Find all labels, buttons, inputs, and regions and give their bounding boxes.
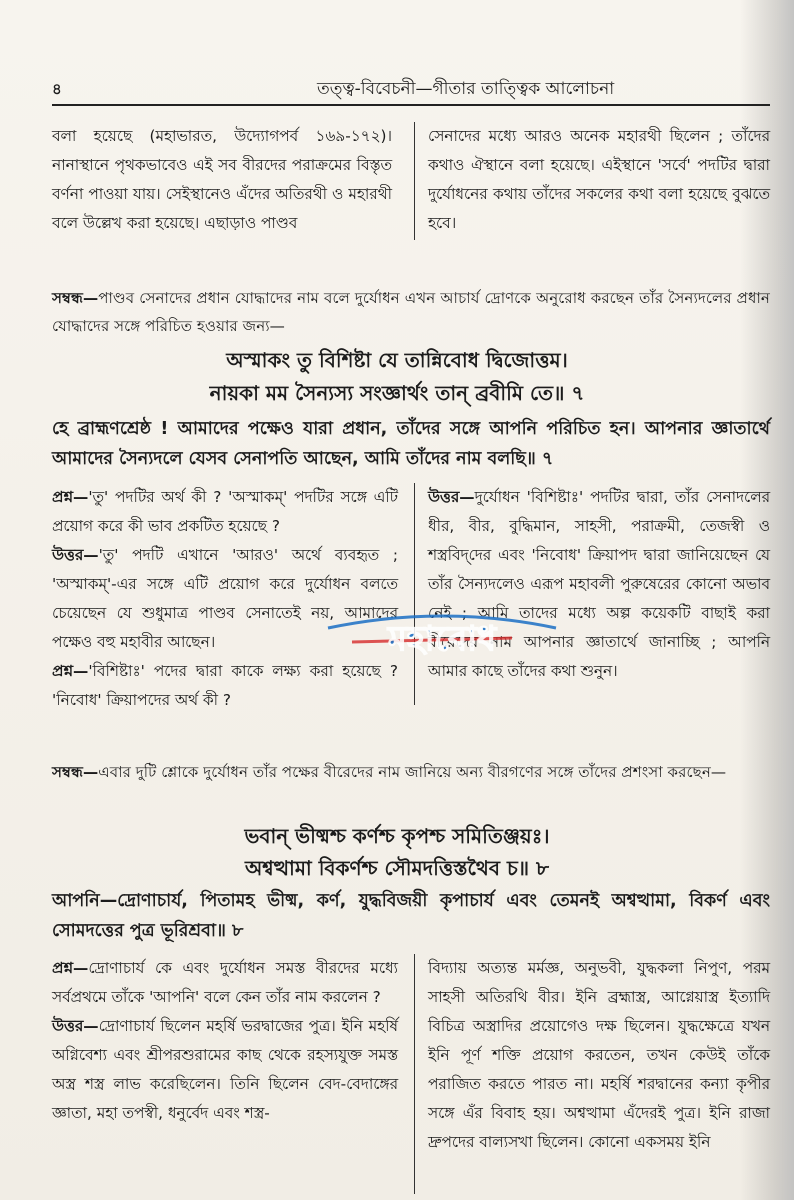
top-left-column [52, 122, 392, 238]
context-text-2: এবার দুটি শ্লোকে দুর্যোধন তাঁর পক্ষের বীরেদের নাম জানিয়ে অন্য বীরগণের সঙ্গে তাঁদের প্রশংসা করছেন— [98, 763, 727, 781]
watermark-text: মহাবোধ [387, 619, 497, 659]
question-1-lead: প্রশ্ন— [52, 488, 89, 506]
context-text-1: পাণ্ডব সেনাদের প্রধান যোদ্ধাদের নাম বলে দুর্যোধন এখন আচার্য দ্রোণকে অনুরোধ করছেন তাঁর সৈন্যদলের প্রধান যোদ্ধাদের সঙ্গে পরিচিত হওয়ার জন্য— [52, 289, 770, 335]
column-divider-middle [414, 483, 415, 705]
top-left-paragraph: বলা হয়েছে (মহাভারত, উদ্যোগপর্ব ১৬৯-১৭২)। নানাস্থানে পৃথকভাবেও এই সব বীরদের পরাক্রমের বিস্তৃত বর্ণনা পাওয়া যায়। সেইস্থানেও এঁদের অতিরথী ও মহারথী বলে উল্লেখ করা হয়েছে। এছাড়াও পাণ্ডব [52, 127, 392, 232]
answer-2-lead: উত্তর— [428, 488, 475, 506]
watermark-logo [322, 598, 562, 668]
verse-7-translation: হে ব্রাহ্মণশ্রেষ্ঠ ! আমাদের পক্ষেও যারা প্রধান, তাঁদের সঙ্গে আপনি পরিচিত হন। আপনার জ্ঞাতার্থে আমাদের সৈন্যদলে যেসব সেনাপতি আছেন, আমি তাঁদের নাম বলছি॥ ৭ [52, 419, 770, 469]
answer-1-text: 'তু' পদটি এখানে 'আরও' অর্থে ব্যবহৃত ; 'অস্মাকম্'-এর সঙ্গে এটি প্রয়োগ করে দুর্যোধন বলতে চেয়েছেন যে শুধুমাত্র পাণ্ডব সেনাতেই নয়, আমাদের পক্ষেও বহু মহাবীর আছেন। [52, 546, 398, 651]
verse-7-line-1: অস্মাকং তু বিশিষ্টা যে তান্নিবোধ দ্বিজোত্তম। [226, 348, 568, 372]
question-3 [52, 954, 398, 1012]
verse-8-line-2: অশ্বত্থামা বিকর্ণশ্চ সৌমদত্তিস্তথৈব চ॥ ৮ [244, 856, 550, 880]
answer-3-lead: উত্তর— [52, 1017, 99, 1035]
context-lead-1: সম্বন্ধ— [52, 289, 99, 307]
question-1 [52, 483, 398, 541]
context-paragraph-1 [52, 284, 770, 340]
answer-3 [52, 1012, 398, 1128]
top-right-column [428, 122, 770, 238]
question-2-text: 'বিশিষ্টাঃ' পদের দ্বারা কাকে লক্ষ্য করা হয়েছে ? 'নিবোধ' ক্রিয়াপদের অর্থ কী ? [52, 662, 398, 709]
question-1-text: 'তু' পদটির অর্থ কী ? 'অস্মাকম্' পদটির সঙ্গে এটি প্রয়োগ করে কী ভাব প্রকটিত হয়েছে ? [52, 488, 398, 535]
page-header [52, 76, 772, 102]
answer-1-lead: উত্তর— [52, 546, 99, 564]
answer-3-text: দ্রোণাচার্য ছিলেন মহর্ষি ভরদ্বাজের পুত্র। ইনি মহর্ষি অগ্নিবেশ্য এবং শ্রীপরশুরামের কাছ থেকে রহস্যযুক্ত সমস্ত অস্ত্র শস্ত্র লাভ করেছিলেন। তিনি ছিলেন বেদ-বেদাঙ্গের জ্ঞাতা, মহা তপস্বী, ধনুর্বেদ এবং শস্ত্র- [52, 1017, 398, 1122]
context-lead-2: সম্বন্ধ— [52, 763, 99, 781]
running-title: তত্ত্ব-বিবেচনী—গীতার তাত্ত্বিক আলোচনা [317, 79, 615, 99]
qa2-left-column [52, 954, 398, 1128]
question-3-text: দ্রোণাচার্য কে এবং দুর্যোধন সমস্ত বীরদের মধ্যে সর্বপ্রথমে তাঁকে 'আপনি' বলে কেন তাঁর নাম করলেন ? [52, 959, 398, 1006]
question-3-lead: প্রশ্ন— [52, 959, 89, 977]
verse-8-line-1: ভবান্ ভীষ্মশ্চ কর্ণশ্চ কৃপশ্চ সমিতিঞ্জয়ঃ। [244, 824, 550, 848]
verse-8-translation: আপনি—দ্রোণাচার্য, পিতামহ ভীষ্ম, কর্ণ, যুদ্ধবিজয়ী কৃপাচার্য এবং তেমনই অশ্বত্থামা, বিকর্ণ এবং সোমদত্তের পুত্র ভূরিশ্রবা॥ ৮ [52, 891, 770, 941]
page-number: ৪ [52, 80, 62, 98]
context-paragraph-2 [52, 758, 770, 786]
qa2-right-column [428, 954, 770, 1157]
column-divider-top [414, 122, 415, 240]
header-rule [52, 104, 770, 106]
column-divider-bottom [414, 954, 415, 1194]
answer-2-text: দুর্যোধন 'বিশিষ্টাঃ' পদটির দ্বারা, তাঁর সেনাদলের ধীর, বীর, বুদ্ধিমান, সাহসী, পরাক্রমী, তেজস্বী ও শস্ত্রবিদ্‌দের এবং 'নিবোধ' ক্রিয়াপদ দ্বারা জানিয়েছেন যে তাঁর সৈন্যদলেও এরূপ মহাবলী পুরুষেরের কোনো অভাব নেই ; আমি তাদের মধ্যে অল্প কয়েকটি বাছাই করা বীরেদের নাম আপনার জ্ঞাতার্থে জানাচ্ছি ; আপনি আমার কাছে তাঁদের কথা শুনুন। [428, 488, 770, 680]
answer-3-continued: বিদ্যায় অত্যন্ত মর্মজ্ঞ, অনুভবী, যুদ্ধকলা নিপুণ, পরম সাহসী অতিরথি বীর। ইনি ব্রহ্মাস্ত্র, আগ্নেয়াস্ত্র ইত্যাদি বিচিত্র অস্ত্রাদির প্রয়োগেও দক্ষ ছিলেন। যুদ্ধক্ষেত্রে যখন ইনি পূর্ণ শক্তি প্রয়োগ করতেন, তখন কেউই তাঁকে পরাজিত করতে পারত না। মহর্ষি শরদ্বানের কন্যা কৃপীর সঙ্গে এঁর বিবাহ হয়। অশ্বত্থামা এঁদেরই পুত্র। ইনি রাজা দ্রুপদের বাল্যসখা ছিলেন। কোনো একসময় ইনি [428, 959, 770, 1151]
question-2-lead: প্রশ্ন— [52, 662, 89, 680]
top-right-paragraph: সেনাদের মধ্যে আরও অনেক মহারথী ছিলেন ; তাঁদের কথাও ঐস্থানে বলা হয়েছে। এইস্থানে 'সর্বে' পদটির দ্বারা দুর্যোধনের কথায় তাঁদের সকলের কথা বলা হয়েছে বুঝতে হবে। [428, 127, 770, 232]
verse-7-line-2: নায়কা মম সৈন্যস্য সংজ্ঞার্থং তান্ ব্রবীমি তে॥ ৭ [209, 381, 585, 405]
